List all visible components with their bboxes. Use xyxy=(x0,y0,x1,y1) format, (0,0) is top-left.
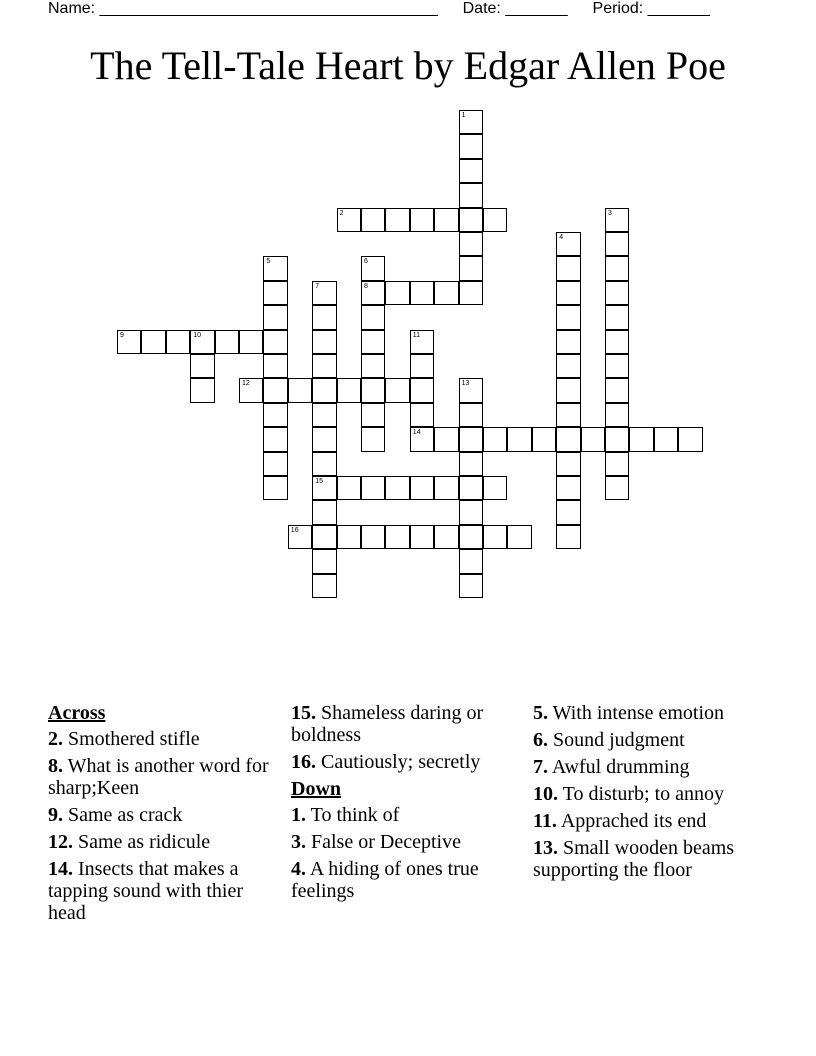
crossword-cell[interactable] xyxy=(239,378,263,402)
crossword-cell[interactable] xyxy=(312,427,336,451)
crossword-cell[interactable] xyxy=(459,476,483,500)
crossword-cell[interactable] xyxy=(410,354,434,378)
cell-number: 6 xyxy=(364,258,368,266)
name-field-label: Name: ______________________________________ xyxy=(48,0,438,17)
crossword-cell[interactable] xyxy=(605,403,629,427)
crossword-cell[interactable] xyxy=(459,427,483,451)
crossword-cell[interactable] xyxy=(117,330,141,354)
clue-down-6 xyxy=(533,729,773,751)
crossword-cell[interactable] xyxy=(361,525,385,549)
crossword-cell[interactable] xyxy=(483,427,507,451)
crossword-cell[interactable] xyxy=(605,208,629,232)
clue-number: 15. xyxy=(291,702,316,724)
crossword-cell[interactable] xyxy=(507,427,531,451)
crossword-cell[interactable] xyxy=(459,549,483,573)
crossword-cell[interactable] xyxy=(190,354,214,378)
clues-column-2 xyxy=(291,702,526,907)
date-field-label: Date: _______ xyxy=(462,0,568,17)
crossword-cell[interactable] xyxy=(556,427,580,451)
crossword-cell[interactable] xyxy=(361,354,385,378)
cell-number: 15 xyxy=(315,478,323,485)
crossword-cell[interactable] xyxy=(410,427,434,451)
clue-down-1 xyxy=(291,804,526,826)
clue-text: Small wooden beams supporting the floor xyxy=(533,837,735,881)
crossword-cell[interactable] xyxy=(605,354,629,378)
crossword-cell[interactable] xyxy=(556,305,580,329)
crossword-cell[interactable] xyxy=(312,452,336,476)
crossword-cell[interactable] xyxy=(263,403,287,427)
crossword-cell[interactable] xyxy=(605,330,629,354)
crossword-cell[interactable] xyxy=(459,134,483,158)
cell-number: 4 xyxy=(559,234,564,241)
down-heading: Down xyxy=(291,778,342,800)
crossword-cell[interactable] xyxy=(312,500,336,524)
crossword-cell[interactable] xyxy=(337,378,361,402)
clue-across-16 xyxy=(291,751,526,773)
cell-number: 1 xyxy=(461,112,466,119)
clue-text: Insects that makes a tapping sound with thier head xyxy=(48,858,243,924)
cell-number: 7 xyxy=(315,282,320,290)
crossword-cell[interactable] xyxy=(385,525,409,549)
clue-text: Awful drumming xyxy=(551,756,690,778)
crossword-cell[interactable] xyxy=(215,330,239,354)
crossword-cell[interactable] xyxy=(605,281,629,305)
crossword-cell[interactable] xyxy=(434,476,458,500)
clue-number: 11. xyxy=(533,810,557,832)
clue-number: 9. xyxy=(48,804,63,826)
crossword-cell[interactable] xyxy=(312,403,336,427)
clue-text: Apprached its end xyxy=(560,810,707,832)
crossword-cell[interactable] xyxy=(337,208,361,232)
crossword-cell[interactable] xyxy=(166,330,190,354)
cell-number: 11 xyxy=(412,331,421,339)
crossword-cell[interactable] xyxy=(288,378,312,402)
crossword-cell[interactable] xyxy=(629,427,653,451)
cell-number: 8 xyxy=(364,282,368,290)
crossword-cell[interactable] xyxy=(556,281,580,305)
crossword-cell[interactable] xyxy=(263,256,287,280)
cell-number: 12 xyxy=(242,380,250,388)
crossword-cell[interactable] xyxy=(312,330,336,354)
crossword-cell[interactable] xyxy=(337,525,361,549)
crossword-cell[interactable] xyxy=(361,330,385,354)
crossword-cell[interactable] xyxy=(556,330,580,354)
cell-number: 2 xyxy=(339,209,344,217)
clue-down-10 xyxy=(533,783,773,805)
crossword-cell[interactable] xyxy=(361,378,385,402)
clue-text: Shameless daring or boldness xyxy=(291,702,484,746)
crossword-cell[interactable] xyxy=(459,378,483,402)
crossword-cell[interactable] xyxy=(385,208,409,232)
clue-across-8 xyxy=(48,755,283,799)
crossword-cell[interactable] xyxy=(263,427,287,451)
crossword-cell[interactable] xyxy=(312,305,336,329)
crossword-cell[interactable] xyxy=(312,354,336,378)
crossword-cell[interactable] xyxy=(459,232,483,256)
crossword-cell[interactable] xyxy=(483,476,507,500)
clue-down-3 xyxy=(291,831,526,853)
crossword-cell[interactable] xyxy=(434,208,458,232)
crossword-cell[interactable] xyxy=(410,281,434,305)
clue-text: Cautiously; secretly xyxy=(321,751,481,773)
crossword-cell[interactable] xyxy=(190,378,214,402)
cell-number: 10 xyxy=(193,331,201,339)
clue-text: To think of xyxy=(310,804,400,826)
crossword-cell[interactable] xyxy=(556,256,580,280)
crossword-cell[interactable] xyxy=(459,183,483,207)
crossword-cell[interactable] xyxy=(459,403,483,427)
clue-number: 8. xyxy=(48,755,63,777)
crossword-cell[interactable] xyxy=(263,305,287,329)
clue-text: Same as crack xyxy=(68,804,183,826)
crossword-cell[interactable] xyxy=(410,476,434,500)
clue-number: 13. xyxy=(533,837,558,859)
crossword-cell[interactable] xyxy=(605,476,629,500)
crossword-cell[interactable] xyxy=(654,427,678,451)
crossword-cell[interactable] xyxy=(605,256,629,280)
crossword-cell[interactable] xyxy=(361,403,385,427)
crossword-cell[interactable] xyxy=(556,232,580,256)
crossword-cell[interactable] xyxy=(410,378,434,402)
crossword-cell[interactable] xyxy=(556,476,580,500)
crossword-cell[interactable] xyxy=(361,256,385,280)
crossword-cell[interactable] xyxy=(459,452,483,476)
cell-number: 9 xyxy=(120,331,124,339)
clue-number: 4. xyxy=(291,858,306,880)
crossword-cell[interactable] xyxy=(385,378,409,402)
clue-down-13 xyxy=(533,837,773,881)
clue-down-5 xyxy=(533,702,773,724)
clue-number: 3. xyxy=(291,831,306,853)
crossword-cell[interactable] xyxy=(483,208,507,232)
crossword-cell[interactable] xyxy=(410,208,434,232)
crossword-cell[interactable] xyxy=(312,574,336,598)
crossword-cell[interactable] xyxy=(556,500,580,524)
crossword-cell[interactable] xyxy=(459,208,483,232)
clues-column-1 xyxy=(48,702,283,929)
clue-number: 6. xyxy=(533,729,548,751)
crossword-cell[interactable] xyxy=(678,427,702,451)
crossword-cell[interactable] xyxy=(410,403,434,427)
clue-across-2 xyxy=(48,728,283,750)
clue-number: 7. xyxy=(533,756,548,778)
crossword-cell[interactable] xyxy=(361,305,385,329)
clue-text: With intense emotion xyxy=(552,702,725,724)
clue-number: 2. xyxy=(48,728,63,750)
cell-number: 16 xyxy=(290,526,299,534)
crossword-cell[interactable] xyxy=(385,476,409,500)
crossword-cell[interactable] xyxy=(459,281,483,305)
clue-across-9 xyxy=(48,804,283,826)
clue-down-7 xyxy=(533,756,773,778)
crossword-cell[interactable] xyxy=(556,452,580,476)
clues-column-3 xyxy=(533,702,773,886)
clue-number: 16. xyxy=(291,751,316,773)
crossword-cell[interactable] xyxy=(337,476,361,500)
clue-text: Same as ridicule xyxy=(78,831,211,853)
clue-number: 10. xyxy=(533,783,558,805)
crossword-cell[interactable] xyxy=(410,330,434,354)
crossword-cell[interactable] xyxy=(605,305,629,329)
crossword-cell[interactable] xyxy=(459,500,483,524)
crossword-cell[interactable] xyxy=(434,427,458,451)
crossword-cell[interactable] xyxy=(556,354,580,378)
crossword-cell[interactable] xyxy=(434,281,458,305)
clue-text: To disturb; to annoy xyxy=(562,783,725,805)
crossword-cell[interactable] xyxy=(361,208,385,232)
crossword-cell[interactable] xyxy=(263,476,287,500)
crossword-cell[interactable] xyxy=(532,427,556,451)
crossword-cell[interactable] xyxy=(312,476,336,500)
crossword-cell[interactable] xyxy=(239,330,263,354)
crossword-cell[interactable] xyxy=(556,403,580,427)
crossword-cell[interactable] xyxy=(312,525,336,549)
crossword-cell[interactable] xyxy=(556,378,580,402)
crossword-cell[interactable] xyxy=(385,281,409,305)
crossword-cell[interactable] xyxy=(581,427,605,451)
crossword-cell[interactable] xyxy=(434,525,458,549)
cell-number: 3 xyxy=(608,209,612,217)
clue-across-12 xyxy=(48,831,283,853)
crossword-cell[interactable] xyxy=(459,574,483,598)
clue-down-4 xyxy=(291,858,526,902)
crossword-cell[interactable] xyxy=(605,378,629,402)
clue-down-11 xyxy=(533,810,773,832)
crossword-cell[interactable] xyxy=(288,525,312,549)
clue-across-15 xyxy=(291,702,526,746)
crossword-cell[interactable] xyxy=(361,281,385,305)
cell-number: 5 xyxy=(266,258,271,266)
clue-text: Smothered stifle xyxy=(68,728,200,750)
page-title: The Tell-Tale Heart by Edgar Allen Poe xyxy=(90,43,726,88)
clue-number: 14. xyxy=(48,858,73,880)
clue-across-14 xyxy=(48,858,283,924)
cell-number: 13 xyxy=(461,380,470,388)
crossword-cell[interactable] xyxy=(263,452,287,476)
clue-text: A hiding of ones true feelings xyxy=(291,858,479,902)
crossword-cell[interactable] xyxy=(556,525,580,549)
crossword-cell[interactable] xyxy=(483,525,507,549)
crossword-cell[interactable] xyxy=(605,232,629,256)
crossword-cell[interactable] xyxy=(312,549,336,573)
crossword-cell[interactable] xyxy=(459,256,483,280)
crossword-cell[interactable] xyxy=(312,378,336,402)
crossword-cell[interactable] xyxy=(141,330,165,354)
crossword-cell[interactable] xyxy=(459,525,483,549)
crossword-cell[interactable] xyxy=(312,281,336,305)
clue-number: 5. xyxy=(533,702,548,724)
clue-text: What is another word for sharp;Keen xyxy=(48,755,269,799)
crossword-cell[interactable] xyxy=(263,378,287,402)
clue-text: False or Deceptive xyxy=(311,831,461,853)
across-heading: Across xyxy=(48,702,106,724)
clue-text: Sound judgment xyxy=(553,729,685,751)
period-field-label: Period: _______ xyxy=(592,0,710,17)
crossword-cell[interactable] xyxy=(361,476,385,500)
crossword-cell[interactable] xyxy=(263,330,287,354)
crossword-cell[interactable] xyxy=(190,330,214,354)
crossword-cell[interactable] xyxy=(507,525,531,549)
crossword-cell[interactable] xyxy=(605,427,629,451)
crossword-cell[interactable] xyxy=(605,452,629,476)
cell-number: 14 xyxy=(412,429,421,437)
crossword-cell[interactable] xyxy=(263,354,287,378)
crossword-cell[interactable] xyxy=(459,159,483,183)
crossword-cell[interactable] xyxy=(459,110,483,134)
clue-number: 1. xyxy=(291,804,306,826)
crossword-cell[interactable] xyxy=(410,525,434,549)
clue-number: 12. xyxy=(48,831,73,853)
crossword-cell[interactable] xyxy=(263,281,287,305)
crossword-cell[interactable] xyxy=(361,427,385,451)
